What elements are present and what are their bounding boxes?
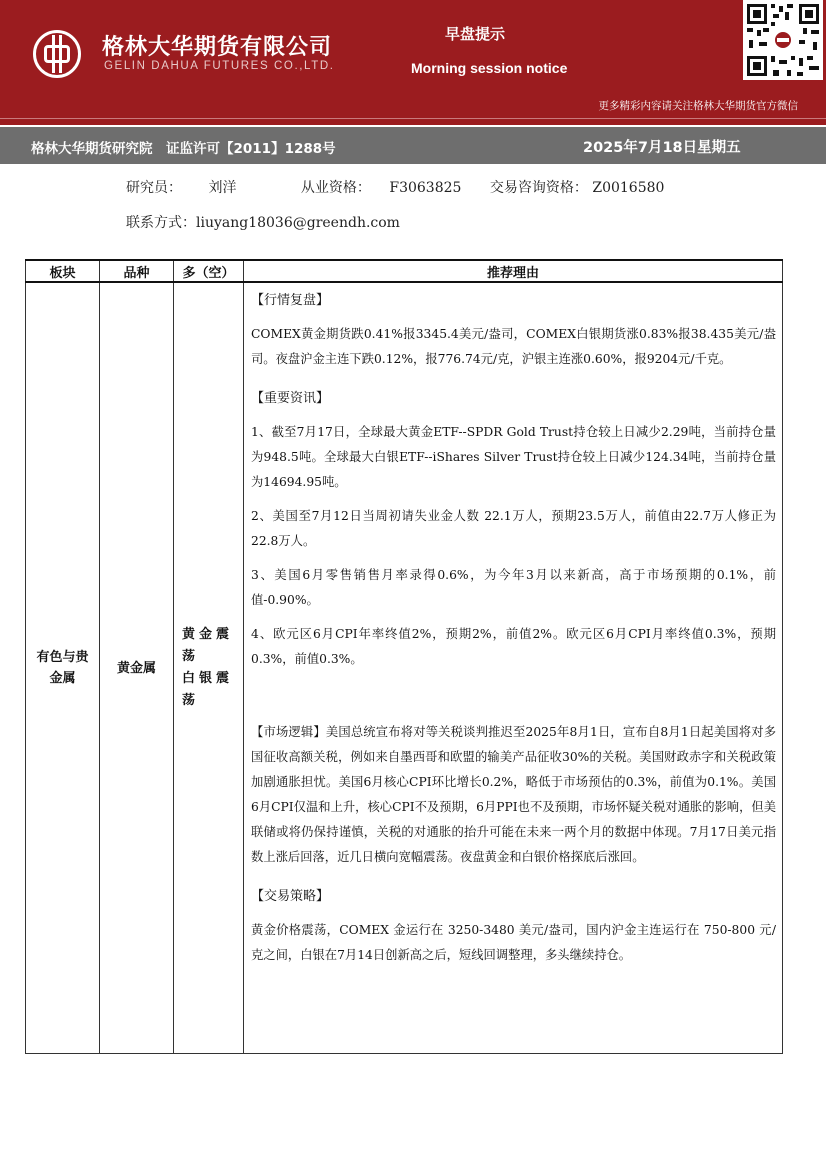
news-heading: 【重要资讯】 (251, 391, 330, 406)
report-date: 2025年7月18日星期五 (583, 140, 741, 156)
header-divider (0, 118, 826, 119)
contact-info (126, 212, 400, 232)
strategy-text: 黄金价格震荡，COMEX 金运行在 3250-3480 美元/盎司，国内沪金主连运行在 750-800 元/克之间，白银在7月14日创新高之后，短线回调整理，多头继续持仓。 (251, 923, 776, 962)
table-row (26, 282, 783, 1054)
consult-qualification-number: Z0016580 (592, 180, 665, 196)
company-name-en: GELIN DAHUA FUTURES CO.,LTD. (104, 60, 335, 72)
news-item-3: 3、美国6月零售销售月率录得0.6%，为今年3月以来新高，高于市场预期的0.1%，前值-0.90%。 (251, 568, 776, 607)
qualification-label: 从业资格： (300, 180, 371, 196)
contact-email: liuyang18036@greendh.com (196, 215, 400, 231)
market-logic-text: 美国总统宣布将对等关税谈判推迟至2025年8月1日，宣布自8月1日起美国将对多国征收高额关税，例如来自墨西哥和欧盟的输美产品征收30%的关税。美国财政赤字和关税政策加剧通胀担忧。美国6月核心CPI环比增长0.2%，略低于市场预估的0.3%，前值为0.1%。美国6月CPI仅温和上升，核心CPI不及预期，6月PPI也不及预期，市场怀疑关税对通胀的影响，但美联储或将仍保持谨慎，关税的对通胀的抬升可能在未来一两个月的数据中体现。7月17日美元指数上涨后回落，近几日横向宽幅震荡。夜盘黄金和白银价格探底后涨回。 (251, 725, 776, 864)
variety-cell: 黄金属 (100, 282, 174, 1054)
sector-cell (26, 282, 100, 1054)
institute-license: 格林大华期货研究院 证监许可【2011】1288号 (31, 141, 336, 157)
researcher-name: 刘洋 (208, 180, 237, 196)
wechat-note: 更多精彩内容请关注格林大华期货官方微信 (598, 100, 798, 112)
report-title-en: Morning session notice (411, 60, 568, 76)
direction-gold-line2: 荡 (182, 649, 200, 664)
report-title-cn: 早盘提示 (445, 25, 506, 43)
researcher-label: 研究员： (126, 180, 182, 196)
sector-text-line2: 金属 (49, 671, 76, 686)
market-logic-heading: 【市场逻辑】 (251, 725, 326, 739)
market-review-heading: 【行情复盘】 (251, 293, 330, 308)
recommendation-table (25, 259, 783, 1054)
market-review-text: COMEX黄金期货跌0.41%报3345.4美元/盎司，COMEX白银期货涨0.83%报38.435美元/盎司。夜盘沪金主连下跌0.12%，报776.74元/克，沪银主连涨0.60%，报9204元/千克。 (251, 327, 776, 366)
company-logo-icon (33, 30, 81, 78)
company-name-cn: 格林大华期货有限公司 (102, 35, 333, 60)
market-logic-paragraph (251, 720, 776, 870)
direction-cell (174, 282, 244, 1054)
column-header-sector: 板块 (26, 260, 100, 282)
contact-label: 联系方式： (126, 215, 196, 231)
reason-cell (244, 282, 783, 1054)
direction-silver-line1: 白银震 (182, 671, 234, 686)
researcher-info (126, 177, 664, 197)
sector-text-line1: 有色与贵 (36, 650, 89, 665)
news-item-2: 2、美国至7月12日当周初请失业金人数 22.1万人，预期23.5万人，前值由22.7万人修正为22.8万人。 (251, 509, 776, 548)
qualification-number: F3063825 (389, 180, 462, 196)
institute-bar (0, 127, 826, 164)
qr-code-icon (743, 0, 823, 80)
news-item-1: 1、截至7月17日，全球最大黄金ETF--SPDR Gold Trust持仓较上日减少2.29吨，当前持仓量为948.5吨。全球最大白银ETF--iShares Silver Trust持仓较上日减少124.34吨，当前持仓量为14694.95吨。 (251, 425, 776, 489)
column-header-variety: 品种 (100, 260, 174, 282)
strategy-heading: 【交易策略】 (251, 889, 330, 904)
direction-silver-line2: 荡 (182, 693, 200, 708)
consult-qualification-label: 交易咨询资格： (489, 180, 588, 196)
news-item-4: 4、欧元区6月CPI年率终值2%，预期2%，前值2%。欧元区6月CPI月率终值0.3%，预期0.3%，前值0.3%。 (251, 627, 776, 666)
header-banner (0, 0, 826, 125)
direction-gold-line1: 黄金震 (182, 627, 234, 642)
column-header-reason: 推荐理由 (244, 260, 783, 282)
column-header-direction: 多（空） (174, 260, 244, 282)
